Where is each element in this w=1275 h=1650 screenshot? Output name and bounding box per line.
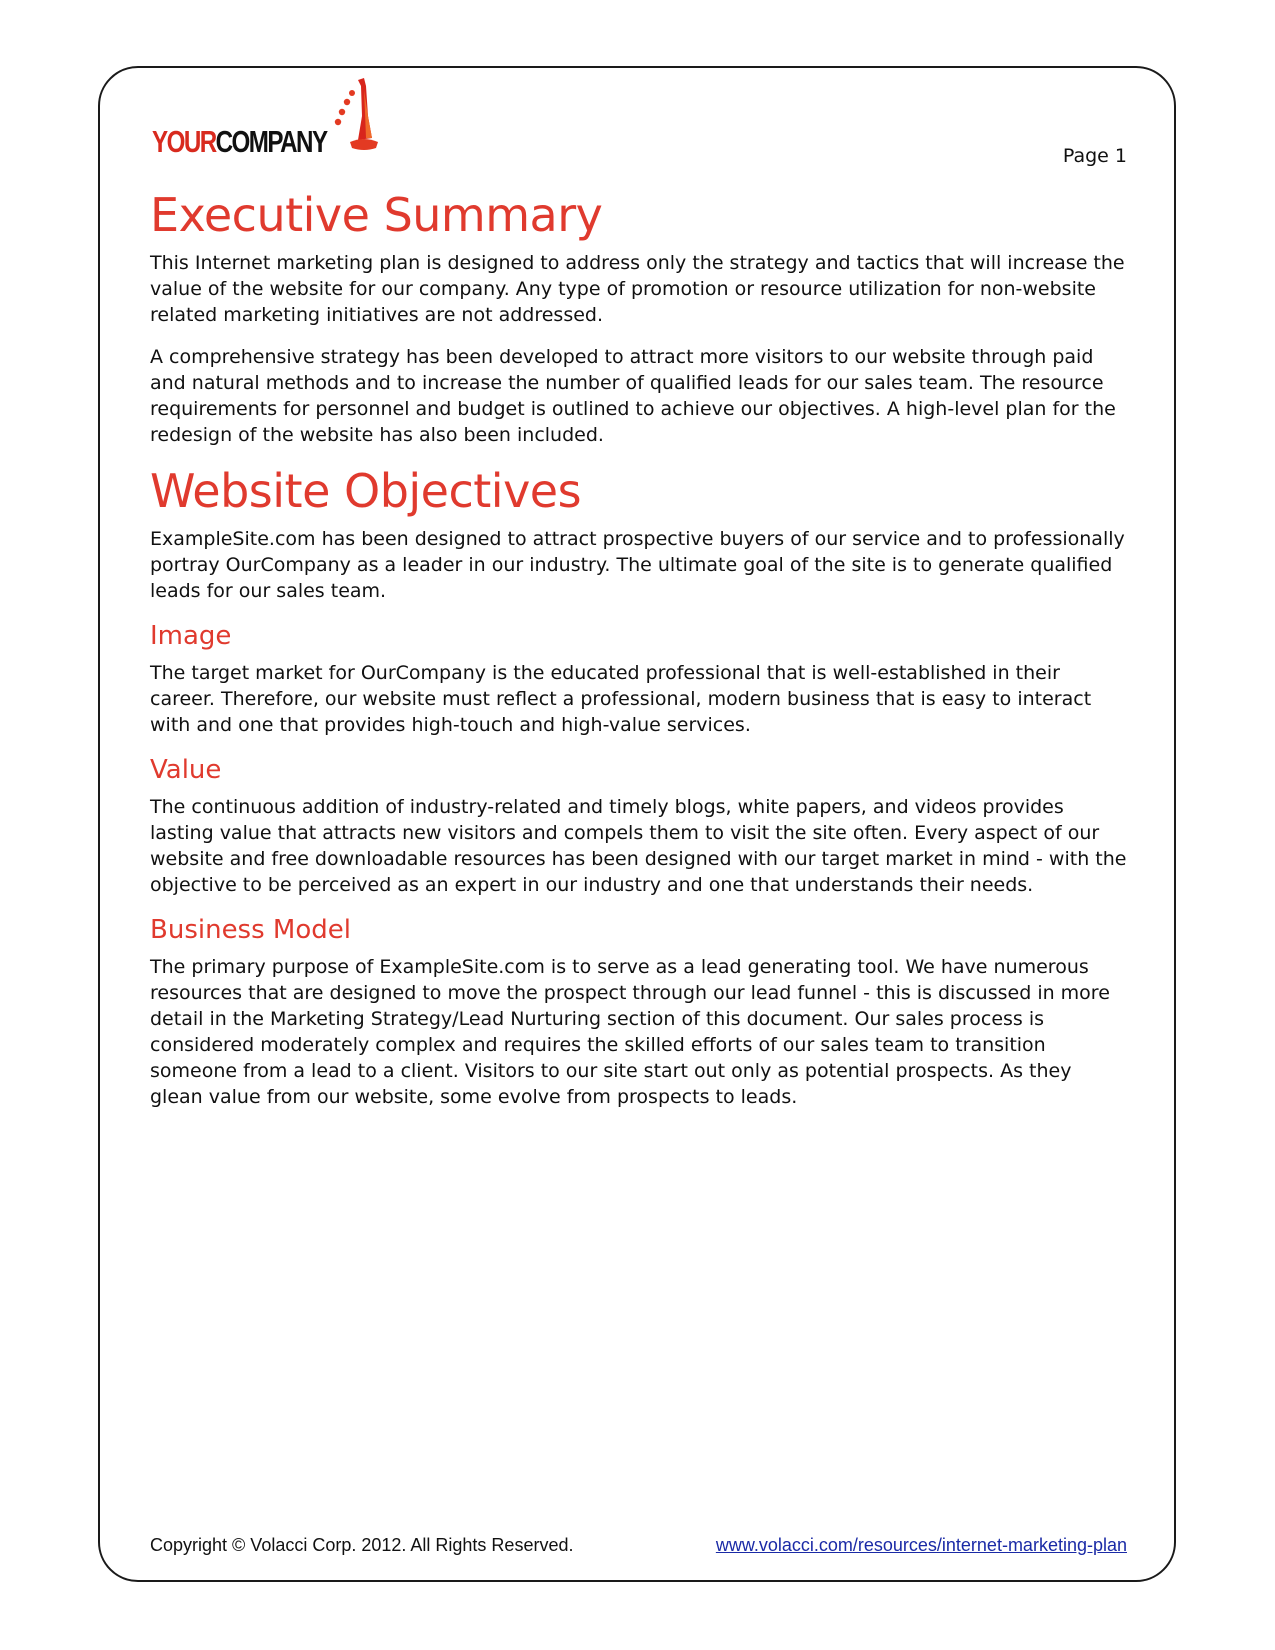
subsection-title-value: Value	[150, 755, 222, 785]
exec-summary-paragraph-2: A comprehensive strategy has been developed to attract more visitors to our website through paid and natural methods and to increase the number of qualified leads for our sales team. The resource requirements for personnel and budget is outlined to achieve our objectives. A high-level plan for the redesign of the website has also been included.	[150, 346, 1116, 446]
subsection-title-image: Image	[150, 621, 232, 651]
company-logo	[152, 76, 382, 166]
exec-summary-paragraph-1: This Internet marketing plan is designed to address only the strategy and tactics that will increase the value of the website for our company. Any type of promotion or resource utilization for non-website related marketing initiatives are not addressed.	[150, 252, 1125, 326]
subsection-title-business-model: Business Model	[150, 915, 351, 945]
website-objectives-intro: ExampleSite.com has been designed to attract prospective buyers of our service and to professionally portray OurCompany as a leader in our industry. The ultimate goal of the site is to generate qualified leads for our sales team.	[150, 528, 1125, 602]
footer-copyright: Copyright © Volacci Corp. 2012. All Rights Reserved.	[150, 1535, 574, 1555]
document-body	[150, 186, 1130, 1110]
section-title-website-objectives: Website Objectives	[150, 464, 582, 518]
subsection-text-image: The target market for OurCompany is the educated professional that is well-established in their career. Therefore, our website must reflect a professional, modern business that is easy to interact with and one that provides high-touch and high-value services.	[150, 662, 1092, 736]
subsection-text-business-model: The primary purpose of ExampleSite.com is to serve as a lead generating tool. We have numerous resources that are designed to move the prospect through our lead funnel - this is discussed in more detail in the Marketing Strategy/Lead Nurturing section of this document. Our sales process is considered moderately complex and requires the skilled efforts of our sales team to transition someone from a lead to a client. Visitors to our site start out only as potential prospects. As they glean value from our website, some evolve from prospects to leads.	[150, 956, 1110, 1108]
logo-sail-icon	[328, 76, 382, 160]
page-number: Page 1	[1062, 145, 1127, 167]
footer-link[interactable]: www.volacci.com/resources/internet-marketing-plan	[715, 1535, 1127, 1555]
subsection-text-value: The continuous addition of industry-related and timely blogs, white papers, and videos provides lasting value that attracts new visitors and compels them to visit the site often. Every aspect of our website and free downloadable resources has been designed with our target market in mind - with the objective to be perceived as an expert in our industry and one that understands their needs.	[150, 796, 1127, 896]
logo-word-company: COMPANY	[215, 124, 327, 159]
logo-word-your: YOUR	[152, 124, 216, 159]
section-title-executive-summary: Executive Summary	[150, 188, 603, 242]
logo-wordmark	[152, 124, 327, 160]
